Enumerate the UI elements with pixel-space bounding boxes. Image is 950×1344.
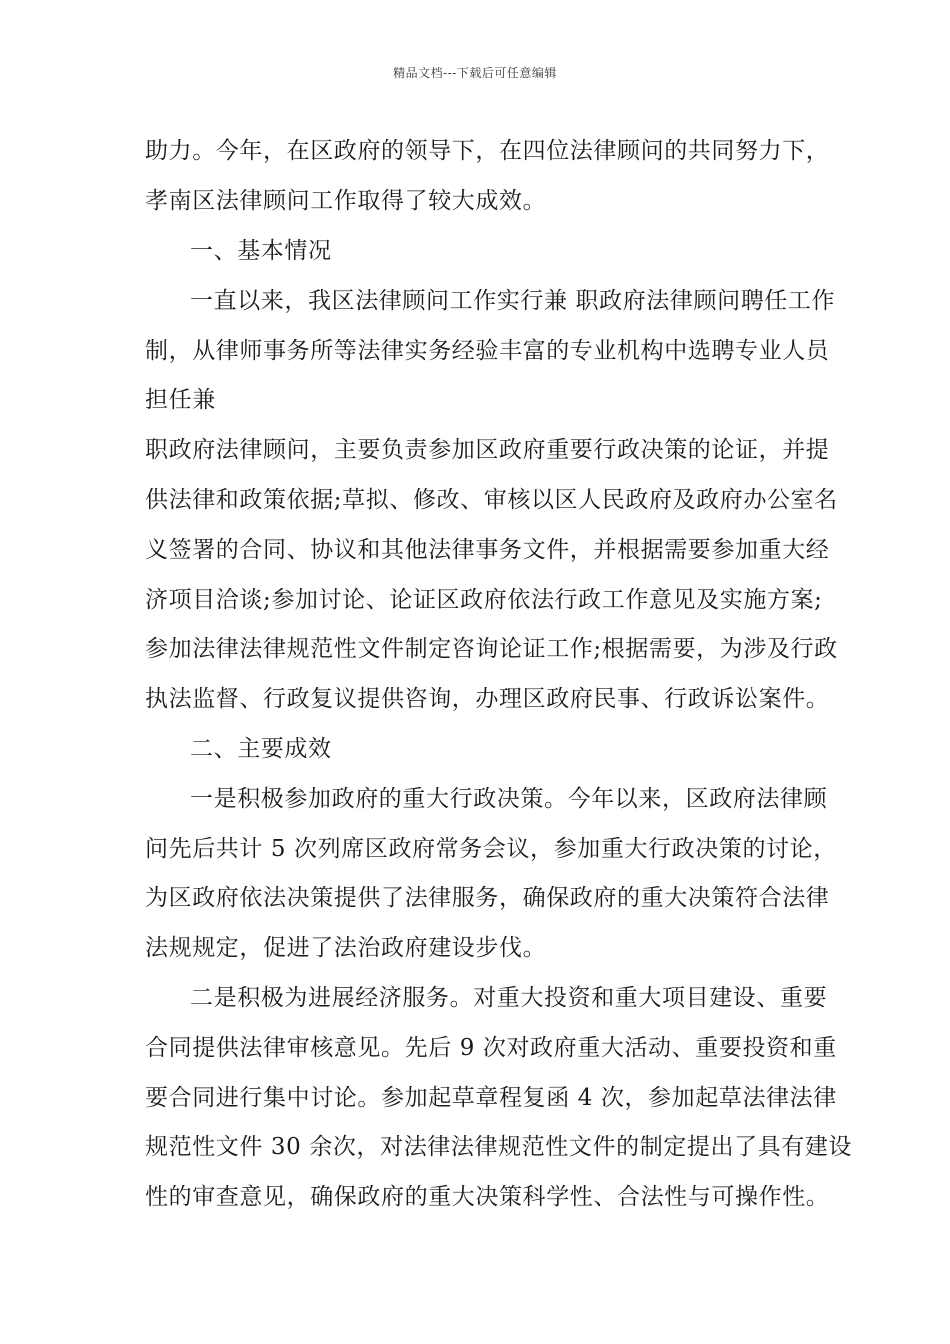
- text-line: 孝南区法律顾问工作取得了较大成效。: [145, 188, 547, 214]
- text-line: 二是积极为进展经济服务。对重大投资和重大项目建设、重要: [190, 985, 828, 1011]
- page-header: 精品文档---下载后可任意编辑: [393, 66, 557, 80]
- text-line: 要合同进行集中讨论。参加起草章程复函 4 次，参加起草法律法律: [145, 1085, 837, 1111]
- text-line: 担任兼: [145, 387, 216, 413]
- text-line: 法规规定，促进了法治政府建设步伐。: [145, 935, 547, 961]
- text-line: 制，从律师事务所等法律实务经验丰富的专业机构中选聘专业人员: [145, 338, 830, 364]
- section-heading: 一、基本情况: [190, 238, 332, 264]
- text-line: 职政府法律顾问，主要负责参加区政府重要行政决策的论证，并提: [145, 437, 830, 463]
- text-line: 助力。今年，在区政府的领导下，在四位法律顾问的共同努力下，: [145, 138, 830, 164]
- text-line: 供法律和政策依据;草拟、修改、审核以区人民政府及政府办公室名: [145, 487, 838, 513]
- text-line: 问先后共计 5 次列席区政府常务会议，参加重大行政决策的讨论，: [145, 836, 837, 862]
- text-line: 规范性文件 30 余次，对法律法律规范性文件的制定提出了具有建设: [145, 1134, 853, 1160]
- text-line: 参加法律法律规范性文件制定咨询论证工作;根据需要，为涉及行政: [145, 636, 838, 662]
- text-line: 一直以来，我区法律顾问工作实行兼 职政府法律顾问聘任工作: [190, 288, 836, 314]
- text-line: 性的审查意见，确保政府的重大决策科学性、合法性与可操作性。: [145, 1184, 830, 1210]
- text-line: 义签署的合同、协议和其他法律事务文件，并根据需要参加重大经: [145, 537, 830, 563]
- text-line: 一是积极参加政府的重大行政决策。今年以来，区政府法律顾: [190, 786, 828, 812]
- text-line: 执法监督、行政复议提供咨询，办理区政府民事、行政诉讼案件。: [145, 686, 830, 712]
- section-heading: 二、主要成效: [190, 736, 332, 762]
- text-line: 济项目洽谈;参加讨论、论证区政府依法行政工作意见及实施方案;: [145, 587, 823, 613]
- text-line: 合同提供法律审核意见。先后 9 次对政府重大活动、重要投资和重: [145, 1035, 837, 1061]
- text-line: 为区政府依法决策提供了法律服务，确保政府的重大决策符合法律: [145, 885, 830, 911]
